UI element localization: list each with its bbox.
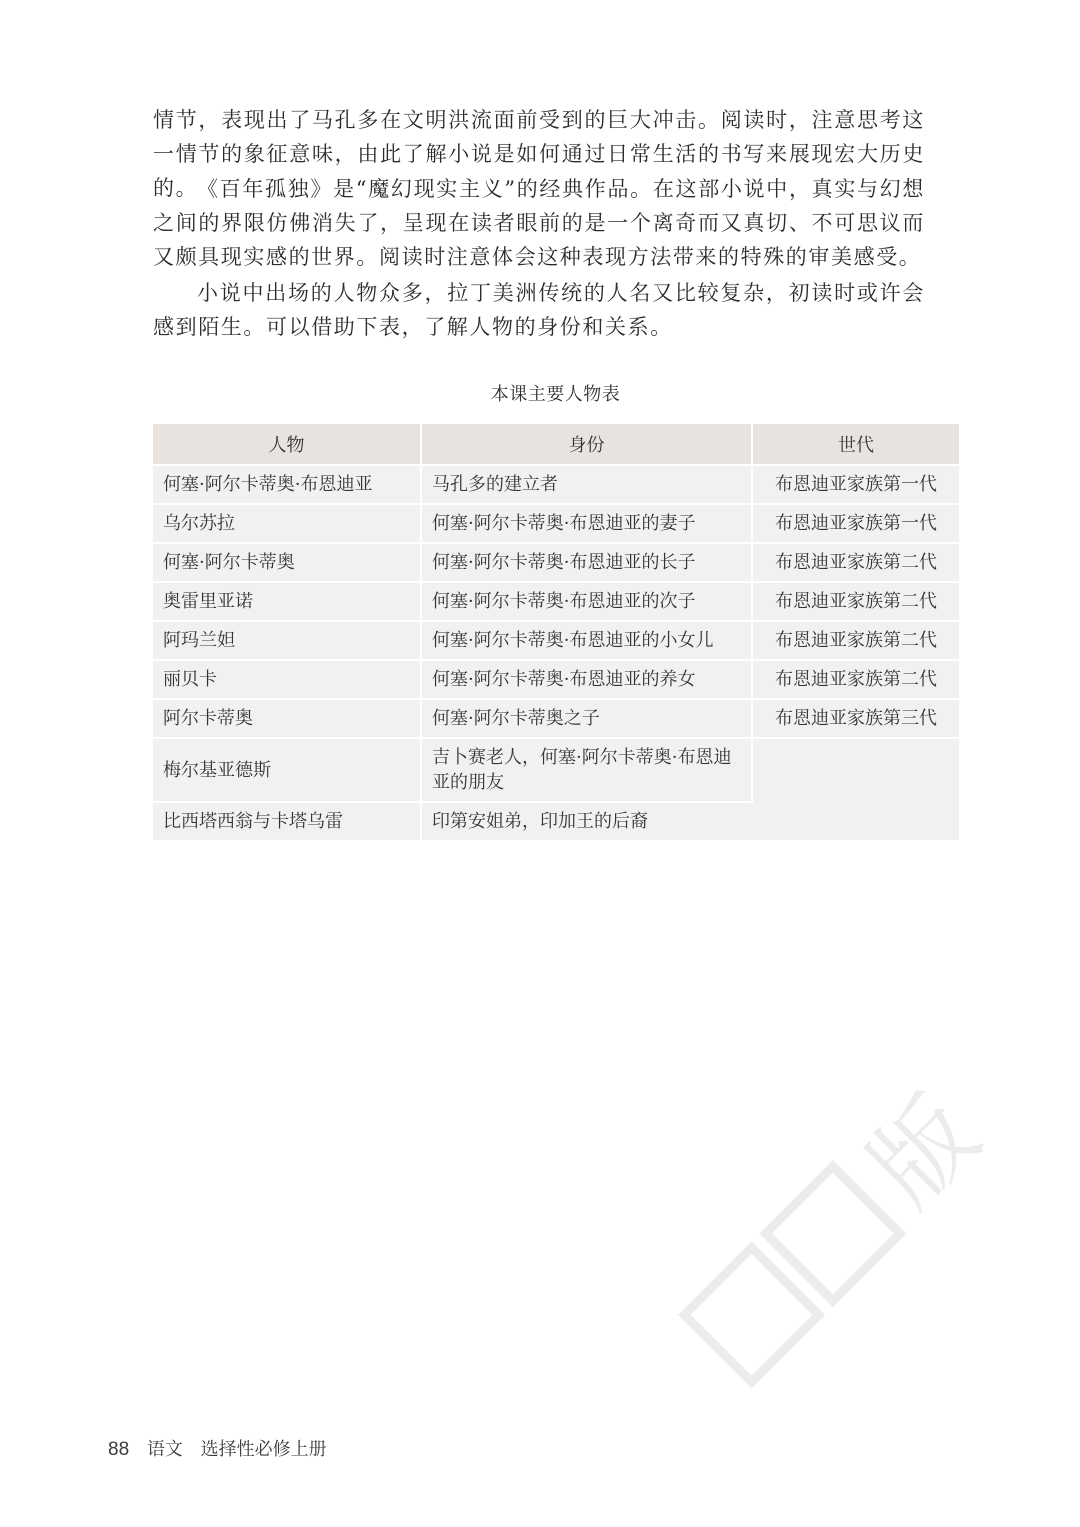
cell-generation: 布恩迪亚家族第二代 xyxy=(752,660,959,699)
cell-character: 何塞·阿尔卡蒂奥 xyxy=(153,543,421,582)
cell-identity: 何塞·阿尔卡蒂奥·布恩迪亚的养女 xyxy=(421,660,752,699)
paragraph-3: 小说中出场的人物众多，拉丁美洲传统的人名又比较复杂，初读时或许会感到陌生。可以借助下表，了解人物的身份和关系。 xyxy=(153,281,925,339)
page-footer xyxy=(108,1435,327,1461)
paragraph-1: 情节，表现出了马孔多在文明洪流面前受到的巨大冲击。阅读时，注意思考这一情节的象征意味，由此了解小说是如何通过日常生活的书写来展现宏大历史的。 xyxy=(153,108,925,200)
cell-identity: 何塞·阿尔卡蒂奥之子 xyxy=(421,699,752,738)
table-caption: 本课主要人物表 xyxy=(490,384,621,405)
table-row xyxy=(153,738,959,802)
table-row xyxy=(153,582,959,621)
cell-character: 乌尔苏拉 xyxy=(153,504,421,543)
cell-character: 阿玛兰妲 xyxy=(153,621,421,660)
cell-generation: 布恩迪亚家族第二代 xyxy=(752,582,959,621)
cell-character: 比西塔西翁与卡塔乌雷 xyxy=(153,802,421,841)
cell-identity: 何塞·阿尔卡蒂奥·布恩迪亚的长子 xyxy=(421,543,752,582)
paragraph-2: 《百年孤独》是“魔幻现实主义”的经典作品。在这部小说中，真实与幻想之间的界限仿佛消失了，呈现在读者眼前的是一个离奇而又真切、不可思议而又颇具现实感的世界。阅读时注意体会这种表现方法带来的特殊的审美感受。 xyxy=(153,177,925,269)
header-identity: 身份 xyxy=(421,424,752,465)
table-row xyxy=(153,699,959,738)
footer-book-title: 选择性必修上册 xyxy=(200,1439,327,1460)
footer-subject: 语文 xyxy=(146,1439,183,1460)
cell-identity: 何塞·阿尔卡蒂奥·布恩迪亚的妻子 xyxy=(421,504,752,543)
cell-generation-empty xyxy=(752,738,959,841)
cell-character: 丽贝卡 xyxy=(153,660,421,699)
cell-character: 梅尔基亚德斯 xyxy=(153,738,421,802)
cell-identity: 何塞·阿尔卡蒂奥·布恩迪亚的次子 xyxy=(421,582,752,621)
character-table xyxy=(153,424,959,842)
cell-identity: 马孔多的建立者 xyxy=(421,465,752,504)
header-character: 人物 xyxy=(153,424,421,465)
table-row xyxy=(153,621,959,660)
cell-identity: 何塞·阿尔卡蒂奥·布恩迪亚的小女儿 xyxy=(421,621,752,660)
cell-character: 何塞·阿尔卡蒂奥·布恩迪亚 xyxy=(153,465,421,504)
cell-identity: 印第安姐弟，印加王的后裔 xyxy=(421,802,752,841)
watermark-logo xyxy=(660,1050,1020,1410)
page-number: 88 xyxy=(108,1439,130,1460)
table-row xyxy=(153,465,959,504)
cell-character: 奥雷里亚诺 xyxy=(153,582,421,621)
cell-generation: 布恩迪亚家族第一代 xyxy=(752,504,959,543)
table-row xyxy=(153,660,959,699)
cell-generation: 布恩迪亚家族第一代 xyxy=(752,465,959,504)
table-row xyxy=(153,543,959,582)
cell-identity: 吉卜赛老人，何塞·阿尔卡蒂奥·布恩迪亚的朋友 xyxy=(421,738,752,802)
watermark-text: 版 xyxy=(847,1074,1001,1228)
cell-character: 阿尔卡蒂奥 xyxy=(153,699,421,738)
cell-generation: 布恩迪亚家族第二代 xyxy=(752,621,959,660)
table-header-row xyxy=(153,424,959,465)
table-row xyxy=(153,504,959,543)
cell-generation: 布恩迪亚家族第三代 xyxy=(752,699,959,738)
cell-generation: 布恩迪亚家族第二代 xyxy=(752,543,959,582)
header-generation: 世代 xyxy=(752,424,959,465)
